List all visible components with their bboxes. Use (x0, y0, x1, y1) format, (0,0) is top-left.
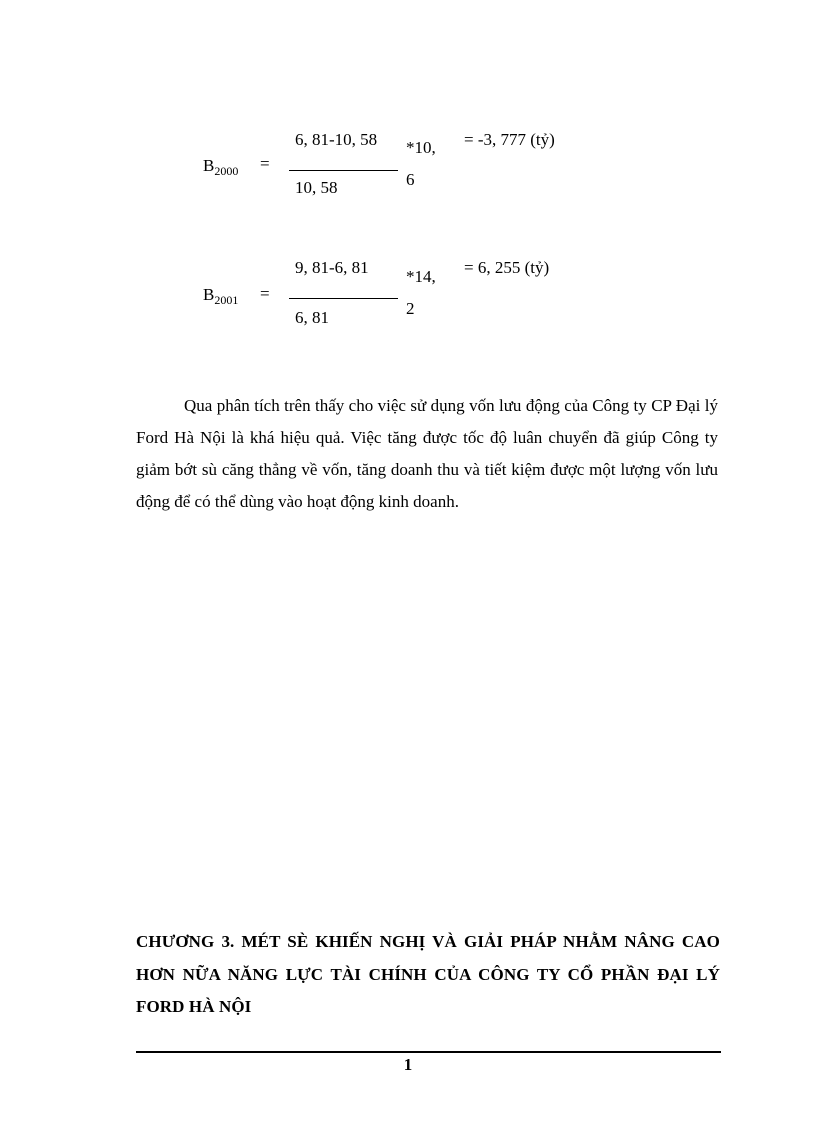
formula-label: $B_{2000}$ (203, 156, 239, 178)
equals-sign: = (260, 154, 270, 173)
multiplier-top: *14, (406, 267, 436, 286)
page-number: 1 (403, 1055, 413, 1074)
footer-rule (136, 1051, 721, 1053)
denominator: 10, 58 (295, 178, 338, 197)
multiplier-bottom: 2 (406, 299, 415, 318)
equals-sign: = (260, 284, 270, 303)
result: = 6, 255 (tỷ) (464, 258, 550, 277)
body-paragraph (136, 390, 718, 518)
denominator: 6, 81 (295, 308, 329, 327)
paragraph-text: Qua phân tích trên thấy cho việc sử dụng vốn lưu động của Công ty CP Đại lý Ford Hà Nội là khá hiệu quả. Việc tăng được tốc độ luân chuyển đã giúp Công ty giảm bớt sù căng thẳng về vốn, tăng doanh thu và tiết kiệm được một lượng vốn lưu động để có thể dùng vào hoạt động kinh doanh. (136, 396, 718, 511)
numerator: 9, 81-6, 81 (295, 258, 369, 277)
fraction-line (289, 170, 398, 171)
formula-label: $B_{2001}$ (203, 285, 239, 307)
chapter-heading: CHƯƠNG 3. MÉT SÈ KHIẾN NGHỊ VÀ GIẢI PHÁP NHẰM NÂNG CAO HƠN NỮA NĂNG LỰC TÀI CHÍNH CỦA CÔNG TY CỔ PHẦN ĐẠI LÝ FORD HÀ NỘI (136, 932, 720, 1016)
multiplier-bottom: 6 (406, 170, 415, 189)
multiplier-top: *10, (406, 138, 436, 157)
result: = -3, 777 (tỷ) (464, 130, 555, 149)
numerator: 6, 81-10, 58 (295, 130, 378, 149)
fraction-line (289, 298, 398, 299)
